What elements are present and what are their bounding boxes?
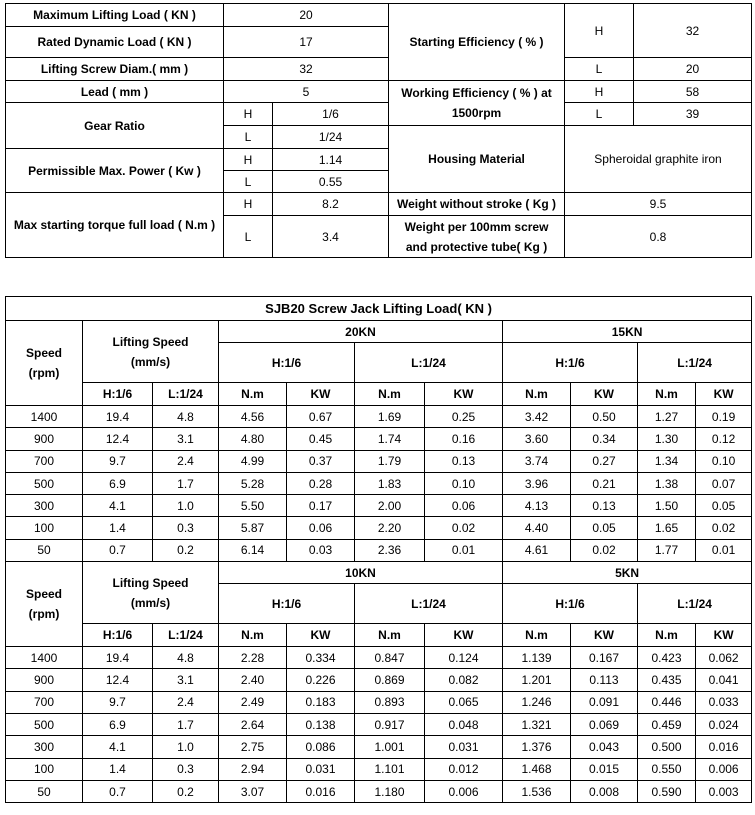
housing-value: Spheroidal graphite iron [565,126,752,193]
table-cell: 0.446 [638,691,696,713]
table-cell: 2.00 [355,495,425,517]
table-row [6,758,752,780]
table-cell: 0.02 [571,539,638,561]
table-cell: 1.0 [153,495,219,517]
max-power-l-key: L [224,171,273,193]
weight-100-label [389,216,565,258]
table-cell: 1.4 [83,758,153,780]
table-cell: 1.34 [638,450,696,472]
torque-h-value: 8.2 [273,193,389,216]
table-cell: 0.138 [287,713,355,735]
nm-header: N.m [503,624,571,647]
table-cell: 0.086 [287,736,355,758]
table-cell: 4.99 [219,450,287,472]
table-cell: 0.500 [638,736,696,758]
table-cell: 1.65 [638,517,696,539]
table-cell: 0.21 [571,472,638,494]
table-cell: 2.94 [219,758,287,780]
lead-value: 5 [224,81,389,103]
table-cell: 4.13 [503,495,571,517]
table-cell: 5.50 [219,495,287,517]
table-cell: 0.25 [425,406,503,428]
lifting-h-header: H:1/6 [83,624,153,647]
table-cell: 3.96 [503,472,571,494]
table-cell: 4.56 [219,406,287,428]
max-power-h-key: H [224,149,273,171]
table-cell: 0.334 [287,647,355,669]
table-cell: 6.9 [83,472,153,494]
max-power-l-value: 0.55 [273,171,389,193]
table-cell: 3.42 [503,406,571,428]
table-cell: 3.1 [153,669,219,691]
table-cell: 0.043 [571,736,638,758]
table-cell: 0.28 [287,472,355,494]
table-cell: 0.893 [355,691,425,713]
load-table [5,296,752,803]
table-cell: 4.8 [153,647,219,669]
table-cell: 0.124 [425,647,503,669]
table-cell: 1.79 [355,450,425,472]
table-cell: 1.83 [355,472,425,494]
table-cell: 1.7 [153,713,219,735]
lifting-speed-header-line1: Lifting Speed [112,575,189,590]
gear-ratio-label: Gear Ratio [6,103,224,149]
table-cell: 6.14 [219,539,287,561]
load-header: 20KN [219,321,503,343]
table-cell: 2.20 [355,517,425,539]
table-cell: 0.02 [425,517,503,539]
table-cell: 300 [6,495,83,517]
table-cell: 50 [6,780,83,802]
table-cell: 700 [6,691,83,713]
table-cell: 2.4 [153,691,219,713]
table-row [6,669,752,691]
nm-header: N.m [355,383,425,406]
table-cell: 19.4 [83,406,153,428]
table-cell: 0.435 [638,669,696,691]
table-cell: 0.869 [355,669,425,691]
table-cell: 1.7 [153,472,219,494]
table-cell: 4.8 [153,406,219,428]
lifting-speed-header-line1: Lifting Speed [112,334,189,349]
table-cell: 0.069 [571,713,638,735]
table-row [6,780,752,802]
weight-100-label-line1: Weight per 100mm screw [404,219,549,234]
table-cell: 5.28 [219,472,287,494]
max-lifting-load-label: Maximum Lifting Load ( KN ) [6,4,224,27]
lead-label: Lead ( mm ) [6,81,224,103]
table-cell: 500 [6,472,83,494]
table-cell: 0.27 [571,450,638,472]
table-cell: 0.13 [425,450,503,472]
table-cell: 2.75 [219,736,287,758]
gear-ratio-l-key: L [224,126,273,149]
table-row [6,517,752,539]
ratio-l-header: L:1/24 [355,343,503,383]
table-cell: 1.69 [355,406,425,428]
table-row [6,406,752,428]
table-cell: 0.006 [425,780,503,802]
table-cell: 0.016 [696,736,752,758]
nm-header: N.m [219,383,287,406]
header-row [6,321,752,343]
ratio-h-header: H:1/6 [503,343,638,383]
table-cell: 0.041 [696,669,752,691]
max-lifting-load-value: 20 [224,4,389,27]
screw-diam-value: 32 [224,58,389,81]
nm-header: N.m [503,383,571,406]
kw-header: KW [571,383,638,406]
speed-header-line1: Speed [25,587,62,602]
table-row [6,647,752,669]
load-header: 10KN [219,562,503,584]
torque-h-key: H [224,193,273,216]
table-cell: 1.139 [503,647,571,669]
working-eff-l-value: 39 [634,103,752,126]
lifting-l-header: L:1/24 [153,383,219,406]
table-cell: 0.031 [287,758,355,780]
gear-ratio-l-value: 1/24 [273,126,389,149]
table-cell: 100 [6,517,83,539]
table-cell: 1.30 [638,428,696,450]
table-cell: 0.550 [638,758,696,780]
table-cell: 0.3 [153,758,219,780]
nm-header: N.m [638,624,696,647]
speed-header-line2: (rpm) [28,366,60,380]
table-cell: 1400 [6,647,83,669]
header-row [6,562,752,584]
table-cell: 0.006 [696,758,752,780]
table-cell: 1.180 [355,780,425,802]
table-cell: 9.7 [83,450,153,472]
table-cell: 1.27 [638,406,696,428]
table-cell: 6.9 [83,713,153,735]
max-power-h-value: 1.14 [273,149,389,171]
table-cell: 19.4 [83,647,153,669]
speed-header-line2: (rpm) [28,607,60,622]
table-cell: 0.19 [696,406,752,428]
table-cell: 1.0 [153,736,219,758]
ratio-h-header: H:1/6 [503,584,638,624]
table-cell: 0.012 [425,758,503,780]
table-cell: 0.003 [696,780,752,802]
table-cell: 0.091 [571,691,638,713]
table-cell: 300 [6,736,83,758]
table-row [6,472,752,494]
lifting-l-header: L:1/24 [153,624,219,647]
housing-label: Housing Material [389,126,565,193]
table-cell: 0.015 [571,758,638,780]
unit-row [6,383,752,406]
table-cell: 0.16 [425,428,503,450]
table-cell: 12.4 [83,669,153,691]
kw-header: KW [425,383,503,406]
nm-header: N.m [638,383,696,406]
table-cell: 0.34 [571,428,638,450]
kw-header: KW [425,624,503,647]
kw-header: KW [287,383,355,406]
speed-header [6,321,83,406]
table-cell: 1.001 [355,736,425,758]
table-cell: 0.45 [287,428,355,450]
table-cell: 0.2 [153,780,219,802]
ratio-h-header: H:1/6 [219,584,355,624]
table-cell: 1.468 [503,758,571,780]
table-cell: 0.024 [696,713,752,735]
lifting-speed-header [83,321,219,383]
starting-eff-l-key: L [565,58,634,81]
table-cell: 0.459 [638,713,696,735]
lifting-speed-header-line2: (mm/s) [130,354,171,369]
kw-header: KW [696,383,752,406]
table-cell: 3.07 [219,780,287,802]
table-cell: 0.7 [83,539,153,561]
table-row [6,713,752,735]
table-cell: 0.033 [696,691,752,713]
table-cell: 4.80 [219,428,287,450]
table-cell: 0.50 [571,406,638,428]
table-row [6,539,752,561]
table-cell: 0.01 [425,539,503,561]
title-row [6,297,752,321]
ratio-h-header: H:1/6 [219,343,355,383]
table-cell: 0.062 [696,647,752,669]
torque-l-key: L [224,216,273,258]
spec-table [5,3,752,258]
starting-eff-h-value: 32 [634,4,752,58]
working-eff-label [389,81,565,126]
ratio-l-header: L:1/24 [638,584,752,624]
table-cell: 12.4 [83,428,153,450]
table-cell: 1.50 [638,495,696,517]
table-cell: 0.05 [571,517,638,539]
gear-ratio-h-key: H [224,103,273,126]
table-cell: 2.40 [219,669,287,691]
torque-l-value: 3.4 [273,216,389,258]
speed-header [6,562,83,647]
table-row [6,495,752,517]
table-cell: 5.87 [219,517,287,539]
table-cell: 3.74 [503,450,571,472]
table-cell: 2.49 [219,691,287,713]
table-cell: 900 [6,669,83,691]
kw-header: KW [571,624,638,647]
load-header: 5KN [503,562,752,584]
table-cell: 1.74 [355,428,425,450]
table-cell: 700 [6,450,83,472]
table-cell: 0.423 [638,647,696,669]
table-cell: 0.183 [287,691,355,713]
table-row [6,691,752,713]
table-row [6,450,752,472]
table-cell: 0.67 [287,406,355,428]
table-row [6,736,752,758]
nm-header: N.m [219,624,287,647]
table-cell: 0.10 [696,450,752,472]
table-cell: 0.12 [696,428,752,450]
kw-header: KW [287,624,355,647]
table-cell: 0.05 [696,495,752,517]
table-cell: 2.64 [219,713,287,735]
table-cell: 900 [6,428,83,450]
table-cell: 1.38 [638,472,696,494]
table-cell: 0.06 [425,495,503,517]
table-cell: 0.7 [83,780,153,802]
table-cell: 0.03 [287,539,355,561]
table-cell: 0.01 [696,539,752,561]
table-cell: 0.13 [571,495,638,517]
max-power-label: Permissible Max. Power ( Kw ) [6,149,224,193]
table-cell: 0.06 [287,517,355,539]
table-cell: 2.4 [153,450,219,472]
screw-diam-label: Lifting Screw Diam.( mm ) [6,58,224,81]
table-cell: 500 [6,713,83,735]
table-cell: 0.226 [287,669,355,691]
torque-label: Max starting torque full load ( N.m ) [6,193,224,258]
table-cell: 3.1 [153,428,219,450]
table-cell: 0.016 [287,780,355,802]
table-cell: 4.1 [83,736,153,758]
table-cell: 0.02 [696,517,752,539]
speed-header-line1: Speed [25,346,62,360]
lifting-h-header: H:1/6 [83,383,153,406]
unit-row [6,624,752,647]
table-cell: 0.17 [287,495,355,517]
working-eff-h-key: H [565,81,634,103]
starting-eff-label: Starting Efficiency ( % ) [389,4,565,81]
working-eff-l-key: L [565,103,634,126]
rated-dynamic-load-value: 17 [224,27,389,58]
table-cell: 2.28 [219,647,287,669]
table-cell: 0.082 [425,669,503,691]
table-cell: 1.201 [503,669,571,691]
weight-100-value: 0.8 [565,216,752,258]
ratio-l-header: L:1/24 [638,343,752,383]
table-cell: 0.008 [571,780,638,802]
table-cell: 50 [6,539,83,561]
table-cell: 1400 [6,406,83,428]
starting-eff-l-value: 20 [634,58,752,81]
table-cell: 0.917 [355,713,425,735]
table-cell: 0.031 [425,736,503,758]
nm-header: N.m [355,624,425,647]
table-cell: 0.590 [638,780,696,802]
table-cell: 0.07 [696,472,752,494]
table-cell: 0.048 [425,713,503,735]
table-cell: 1.101 [355,758,425,780]
lifting-speed-header-line2: (mm/s) [130,595,171,610]
weight-value: 9.5 [565,193,752,216]
table-cell: 4.61 [503,539,571,561]
table-cell: 0.10 [425,472,503,494]
table-cell: 9.7 [83,691,153,713]
table-cell: 1.4 [83,517,153,539]
working-eff-h-value: 58 [634,81,752,103]
table-title: SJB20 Screw Jack Lifting Load( KN ) [6,297,752,321]
working-eff-label-line1: Working Efficiency ( % ) at [401,86,552,100]
table-cell: 0.37 [287,450,355,472]
table-cell: 2.36 [355,539,425,561]
table-cell: 1.77 [638,539,696,561]
table-cell: 4.40 [503,517,571,539]
table-cell: 1.321 [503,713,571,735]
working-eff-label-line2: 1500rpm [451,106,502,120]
table-cell: 0.2 [153,539,219,561]
table-cell: 0.847 [355,647,425,669]
table-cell: 0.065 [425,691,503,713]
load-header: 15KN [503,321,752,343]
table-cell: 4.1 [83,495,153,517]
starting-eff-h-key: H [565,4,634,58]
table-cell: 0.113 [571,669,638,691]
table-cell: 1.536 [503,780,571,802]
rated-dynamic-load-label: Rated Dynamic Load ( KN ) [6,27,224,58]
weight-100-label-line2: and protective tube( Kg ) [405,239,548,254]
table-row [6,428,752,450]
weight-label: Weight without stroke ( Kg ) [389,193,565,216]
table-cell: 1.376 [503,736,571,758]
table-cell: 3.60 [503,428,571,450]
gear-ratio-h-value: 1/6 [273,103,389,126]
lifting-speed-header [83,562,219,624]
kw-header: KW [696,624,752,647]
table-cell: 1.246 [503,691,571,713]
ratio-l-header: L:1/24 [355,584,503,624]
table-cell: 0.3 [153,517,219,539]
table-cell: 100 [6,758,83,780]
table-cell: 0.167 [571,647,638,669]
